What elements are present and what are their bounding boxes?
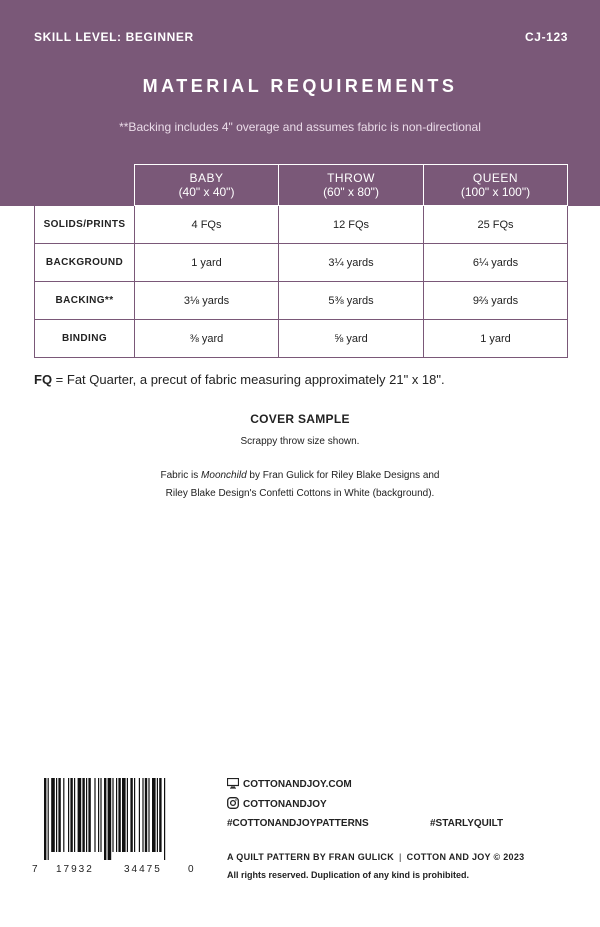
barcode-bar	[74, 778, 75, 852]
table-row	[35, 282, 568, 320]
barcode-digit: 7	[32, 864, 38, 875]
table-cell: 4 FQs	[135, 206, 279, 244]
barcode-bar	[48, 778, 49, 860]
column-size: (100" x 100")	[460, 185, 531, 199]
barcode-bar	[78, 778, 82, 852]
table-row	[35, 244, 568, 282]
barcode-bar	[145, 778, 147, 852]
barcode-bar	[148, 778, 149, 852]
barcode-bar	[100, 778, 101, 852]
barcode-bar	[127, 778, 128, 852]
fq-definition	[34, 372, 445, 387]
column-header-queen	[424, 165, 568, 206]
pattern-credit	[227, 852, 524, 862]
barcode-bar	[63, 778, 64, 852]
row-label: SOLIDS/PRINTS	[35, 206, 135, 244]
fq-text: = Fat Quarter, a precut of fabric measuring approximately 21" x 18".	[52, 372, 445, 387]
barcode-digit: 34475	[124, 864, 162, 875]
fabric-credit-line-2: Riley Blake Design's Confetti Cottons in White (background).	[165, 488, 435, 499]
table-cell: 5⅜ yards	[279, 282, 424, 320]
barcode-bar	[86, 778, 87, 852]
barcode-bar	[157, 778, 158, 852]
hashtag-patterns: #COTTONANDJOYPATTERNS	[227, 818, 369, 829]
barcode-bar	[118, 778, 120, 852]
material-requirements-table	[34, 164, 568, 358]
fabric-text: by Fran Gulick for Riley Blake Designs and	[246, 470, 440, 481]
credit-author: A QUILT PATTERN BY FRAN GULICK	[227, 852, 394, 862]
barcode-bar	[56, 778, 57, 852]
table-header-row	[35, 165, 568, 206]
barcode-bar	[130, 778, 132, 852]
website-link[interactable]: COTTONANDJOY.COM	[243, 779, 352, 790]
backing-note: **Backing includes 4" overage and assumes fabric is non-directional	[119, 120, 481, 134]
row-label: BINDING	[35, 320, 135, 358]
column-name: BABY	[189, 171, 224, 185]
credit-brand: COTTON AND JOY © 2023	[406, 852, 525, 862]
table-cell: ⅜ yard	[135, 320, 279, 358]
barcode-bar	[112, 778, 113, 852]
fabric-credit-line-1	[0, 470, 600, 481]
pattern-code: CJ-123	[525, 30, 568, 44]
barcode-bar	[142, 778, 143, 852]
barcode-digit: 17932	[56, 864, 94, 875]
table-cell: ⅝ yard	[279, 320, 424, 358]
instagram-handle[interactable]: COTTONANDJOY	[243, 799, 327, 810]
barcode-digit: 0	[188, 864, 194, 875]
table-cell: 3⅛ yards	[135, 282, 279, 320]
barcode-bar	[98, 778, 99, 852]
barcode-bar	[82, 778, 84, 852]
table-cell: 12 FQs	[279, 206, 424, 244]
barcode	[44, 778, 204, 860]
skill-level: SKILL LEVEL: BEGINNER	[34, 30, 194, 44]
table-cell: 3¼ yards	[279, 244, 424, 282]
barcode-bar	[68, 778, 69, 852]
table-cell: 1 yard	[424, 320, 568, 358]
barcode-bar	[139, 778, 140, 852]
hashtag-quilt: #STARLYQUILT	[430, 818, 504, 829]
barcode-bar	[104, 778, 106, 860]
column-name: THROW	[327, 171, 375, 185]
cover-sample-subtitle: Scrappy throw size shown.	[240, 436, 360, 447]
table-row	[35, 320, 568, 358]
barcode-bar	[134, 778, 135, 852]
barcode-bar	[70, 778, 72, 852]
barcode-bar	[44, 778, 46, 860]
page-title: MATERIAL REQUIREMENTS	[142, 76, 458, 96]
barcode-bar	[164, 778, 165, 860]
instagram-icon	[227, 797, 239, 809]
barcode-bar	[108, 778, 112, 860]
barcode-bar	[94, 778, 95, 852]
row-label: BACKING**	[35, 282, 135, 320]
barcode-bar	[122, 778, 126, 852]
barcode-bar	[152, 778, 156, 852]
fabric-collection-name: Moonchild	[201, 470, 247, 481]
barcode-bar	[51, 778, 55, 852]
monitor-icon	[227, 778, 239, 789]
barcode-bar	[88, 778, 90, 852]
barcode-bar	[116, 778, 117, 852]
table-cell: 6¼ yards	[424, 244, 568, 282]
barcode-bar	[58, 778, 60, 852]
website-line	[227, 778, 352, 790]
column-size: (40" x 40")	[178, 185, 235, 199]
credit-separator: |	[399, 852, 402, 862]
column-header-throw	[279, 165, 424, 206]
instagram-line	[227, 797, 327, 810]
table-cell: 9⅔ yards	[424, 282, 568, 320]
rights-notice: All rights reserved. Duplication of any kind is prohibited.	[227, 870, 470, 880]
table-cell: 25 FQs	[424, 206, 568, 244]
table-corner	[35, 165, 135, 206]
column-header-baby	[135, 165, 279, 206]
fabric-text: Fabric is	[160, 470, 202, 481]
column-size: (60" x 80")	[323, 185, 379, 199]
fq-term: FQ	[34, 372, 53, 387]
row-label: BACKGROUND	[35, 244, 135, 282]
table-row	[35, 206, 568, 244]
column-name: QUEEN	[472, 171, 519, 185]
cover-sample-title: COVER SAMPLE	[250, 412, 350, 426]
barcode-bar	[159, 778, 161, 852]
table-cell: 1 yard	[135, 244, 279, 282]
